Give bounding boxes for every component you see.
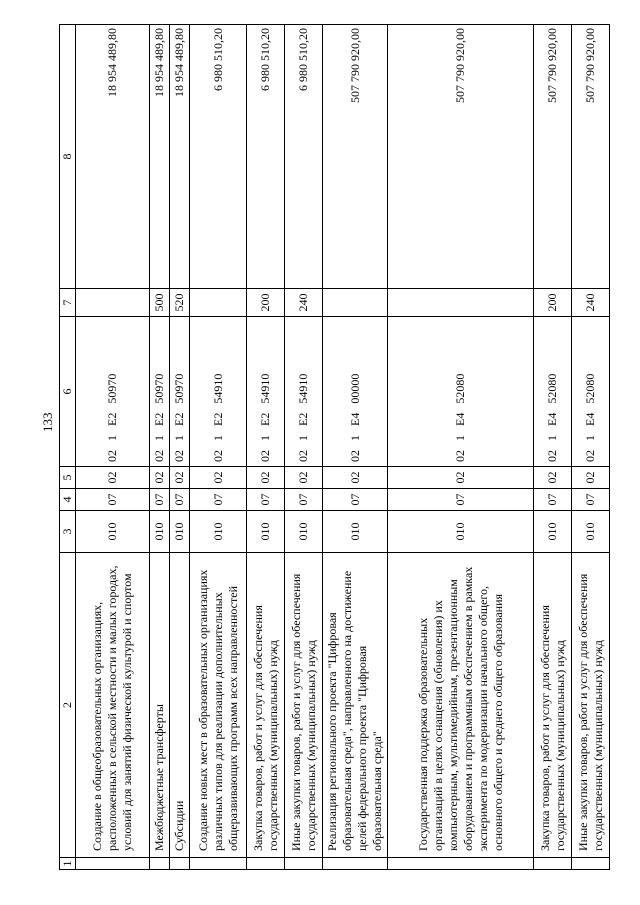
table-row [170,25,190,870]
row-name-cell: Иные закупки товаров, работ и услуг для обеспечения государственных (муниципальных) нужд [572,553,610,858]
amount-cell: 507 790 920,00 [572,25,610,289]
section-code-cell: 07 [534,489,572,511]
expense-type-cell: 500 [150,289,170,317]
expense-type-cell [323,289,388,317]
section-code-cell: 07 [323,489,388,511]
table-row [285,25,323,870]
expense-type-cell [190,289,247,317]
admin-code-cell: 010 [170,511,190,553]
rotated-page-content [59,25,614,870]
subsection-code-cell: 02 [170,467,190,489]
admin-code-cell: 010 [534,511,572,553]
amount-cell: 18 954 489,80 [76,25,150,289]
target-article-cell: 02 1 E2 54910 [247,317,285,467]
budget-table [59,24,610,870]
row-number-cell [388,858,534,870]
row-number-cell [572,858,610,870]
amount-cell: 507 790 920,00 [323,25,388,289]
target-article-cell: 02 1 E4 52080 [388,317,534,467]
row-number-cell [247,858,285,870]
section-code-cell: 07 [247,489,285,511]
table-row [247,25,285,870]
header-cell: 3 [60,511,76,553]
amount-cell: 507 790 920,00 [388,25,534,289]
header-cell: 4 [60,489,76,511]
expense-type-cell [388,289,534,317]
expense-type-cell: 240 [572,289,610,317]
table-row [150,25,170,870]
expense-type-cell: 200 [247,289,285,317]
admin-code-cell: 010 [388,511,534,553]
expense-type-cell: 240 [285,289,323,317]
expense-type-cell: 520 [170,289,190,317]
table-row [534,25,572,870]
subsection-code-cell: 02 [572,467,610,489]
section-code-cell: 07 [388,489,534,511]
row-number-cell [76,858,150,870]
admin-code-cell: 010 [190,511,247,553]
amount-cell: 507 790 920,00 [534,25,572,289]
header-row [60,25,76,870]
target-article-cell: 02 1 E2 50970 [170,317,190,467]
row-name-cell: Создание новых мест в образовательных организациях различных типов для реализации дополнительных общеразвивающих программ всех направленностей [190,553,247,858]
section-code-cell: 07 [150,489,170,511]
expense-type-cell: 200 [534,289,572,317]
table-row [76,25,150,870]
row-name-cell: Реализация регионального проекта "Цифровая образовательная среда", направленного на достижение целей федерального проекта "Цифровая образовательная среда" [323,553,388,858]
amount-cell: 6 980 510,20 [285,25,323,289]
subsection-code-cell: 02 [150,467,170,489]
amount-cell: 6 980 510,20 [190,25,247,289]
table-row [323,25,388,870]
target-article-cell: 02 1 E4 52080 [534,317,572,467]
subsection-code-cell: 02 [388,467,534,489]
admin-code-cell: 010 [323,511,388,553]
row-name-cell: Субсидии [170,553,190,858]
admin-code-cell: 010 [572,511,610,553]
row-number-cell [170,858,190,870]
row-number-cell [285,858,323,870]
header-cell: 7 [60,289,76,317]
section-code-cell: 07 [572,489,610,511]
amount-cell: 18 954 489,80 [170,25,190,289]
table-row [190,25,247,870]
admin-code-cell: 010 [150,511,170,553]
row-name-cell: Межбюджетные трансферты [150,553,170,858]
header-cell: 2 [60,553,76,858]
row-number-cell [150,858,170,870]
subsection-code-cell: 02 [76,467,150,489]
target-article-cell: 02 1 E4 00000 [323,317,388,467]
admin-code-cell: 010 [285,511,323,553]
section-code-cell: 07 [76,489,150,511]
subsection-code-cell: 02 [285,467,323,489]
admin-code-cell: 010 [76,511,150,553]
subsection-code-cell: 02 [190,467,247,489]
row-number-cell [534,858,572,870]
target-article-cell: 02 1 E2 50970 [76,317,150,467]
subsection-code-cell: 02 [323,467,388,489]
table-row [388,25,534,870]
target-article-cell: 02 1 E2 54910 [190,317,247,467]
target-article-cell: 02 1 E4 52080 [572,317,610,467]
subsection-code-cell: 02 [247,467,285,489]
expense-type-cell [76,289,150,317]
header-cell: 8 [60,25,76,289]
row-name-cell: Иные закупки товаров, работ и услуг для обеспечения государственных (муниципальных) нужд [285,553,323,858]
table-row [572,25,610,870]
target-article-cell: 02 1 E2 50970 [150,317,170,467]
section-code-cell: 07 [190,489,247,511]
row-name-cell: Закупка товаров, работ и услуг для обеспечения государственных (муниципальных) нужд [534,553,572,858]
row-number-cell [190,858,247,870]
row-name-cell: Закупка товаров, работ и услуг для обеспечения государственных (муниципальных) нужд [247,553,285,858]
row-number-cell [323,858,388,870]
subsection-code-cell: 02 [534,467,572,489]
target-article-cell: 02 1 E2 54910 [285,317,323,467]
admin-code-cell: 010 [247,511,285,553]
header-cell: 1 [60,858,76,870]
row-name-cell: Государственная поддержка образовательных организаций в целях оснащения (обновления) их компьютерным, мультимедийным, презентационным оборудованием и программным обеспечением в рамках эксперимента по модернизации начального общего, основного общего и среднего общего образования [388,553,534,858]
header-cell: 6 [60,317,76,467]
amount-cell: 6 980 510,20 [247,25,285,289]
amount-cell: 18 954 489,80 [150,25,170,289]
header-cell: 5 [60,467,76,489]
section-code-cell: 07 [170,489,190,511]
page-number: 133 [40,412,55,432]
section-code-cell: 07 [285,489,323,511]
table-body [76,25,610,870]
row-name-cell: Создание в общеобразовательных организациях, расположенных в сельской местности и малых городах, условий для занятий физической культурой и спортом [76,553,150,858]
